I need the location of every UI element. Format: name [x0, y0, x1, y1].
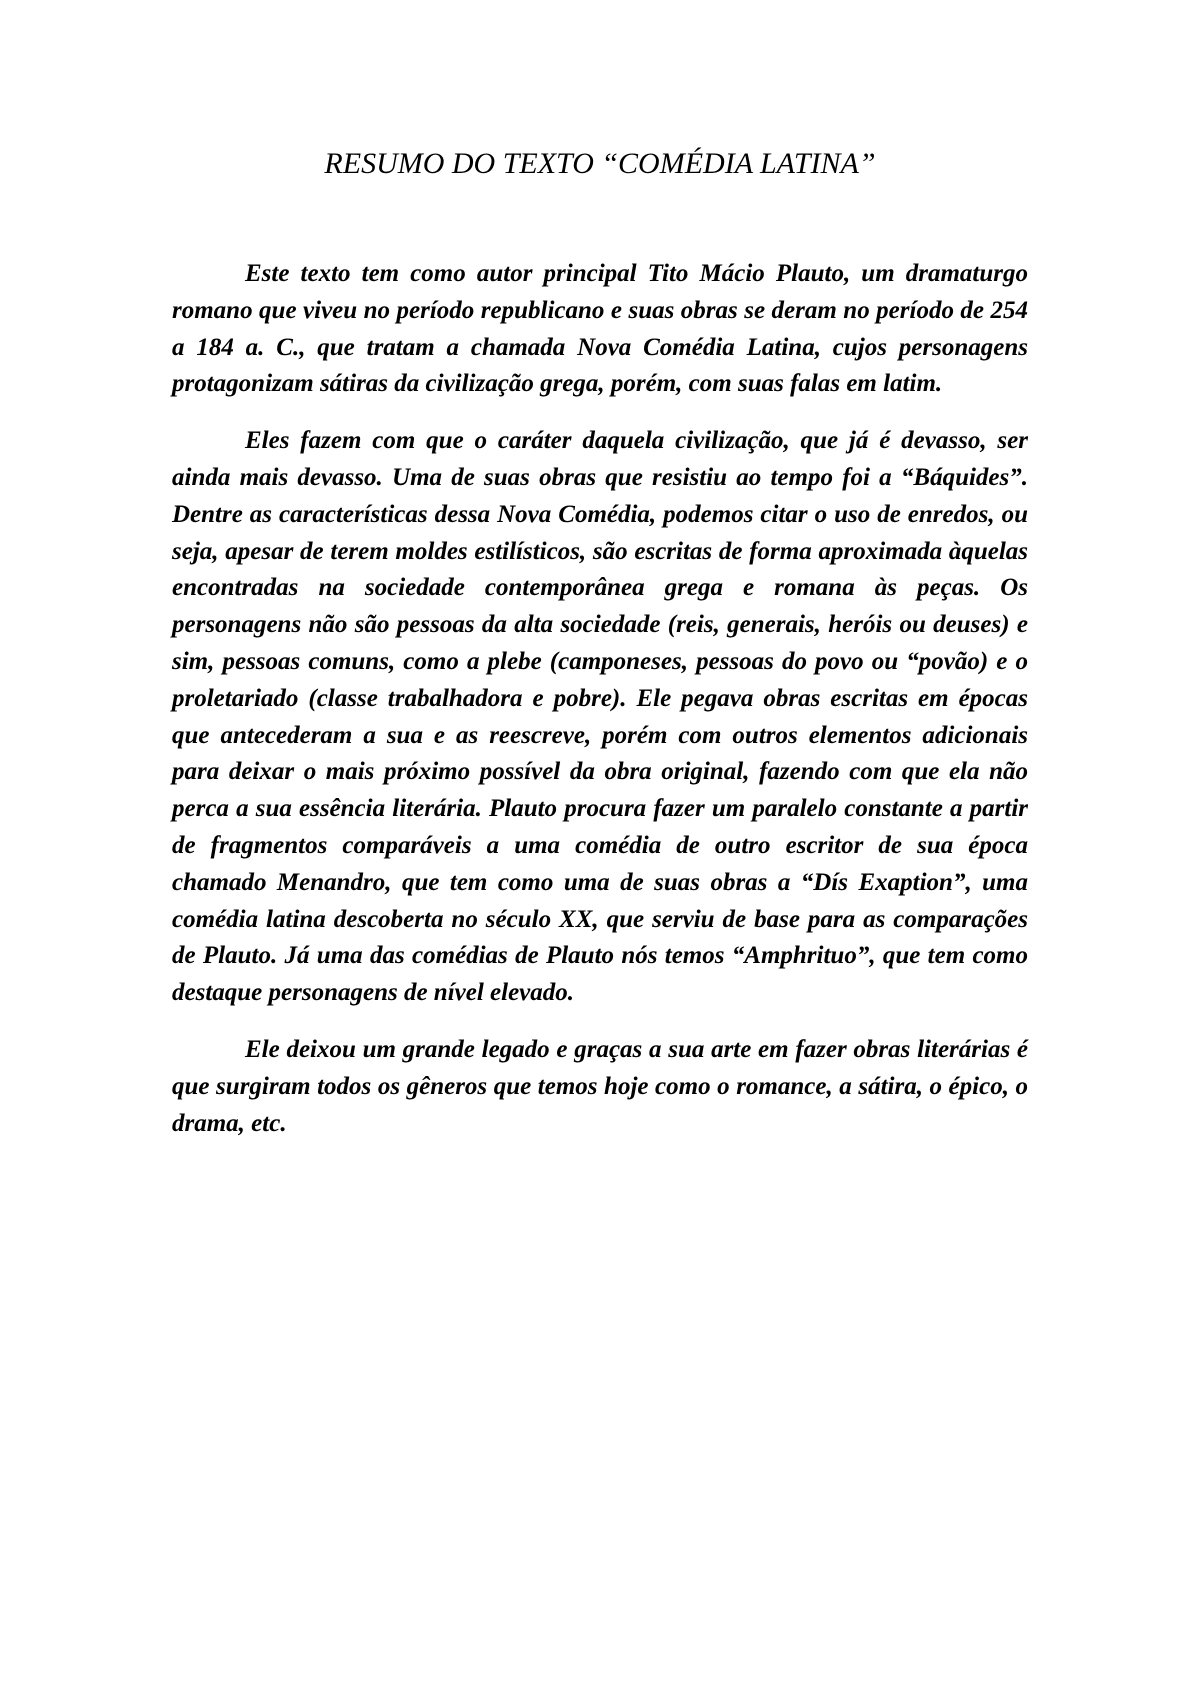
document-title: RESUMO DO TEXTO “COMÉDIA LATINA” [324, 147, 876, 180]
paragraph-2: Eles fazem com que o caráter daquela civilização, que já é devasso, ser ainda mais devasso. Uma de suas obras que resistiu ao tempo foi a “Báquides”. Dentre as características dessa Nova Comédia, podemos citar o uso de enredos, ou seja, apesar de terem moldes estilísticos, são escritas de forma aproximada àquelas encontradas na sociedade contemporânea grega e romana às peças. Os personagens não são pessoas da alta sociedade (reis, generais, heróis ou deuses) e sim, pessoas comuns, como a plebe (camponeses, pessoas do povo ou “povão) e o proletariado (classe trabalhadora e pobre). Ele pegava obras escritas em épocas que antecederam a sua e as reescreve, porém com outros elementos adicionais para deixar o mais próximo possível da obra original, fazendo com que ela não perca a sua essência literária. Plauto procura fazer um paralelo constante a partir de fragmentos comparáveis a uma comédia de outro escritor de sua época chamado Menandro, que tem como uma de suas obras a “Dís Exaption”, uma comédia latina descoberta no século XX, que serviu de base para as comparações de Plauto. Já uma das comédias de Plauto nós temos “Amphrituo”, que tem como destaque personagens de nível elevado. [172, 427, 1028, 1007]
document-body [172, 256, 1028, 1162]
paragraph-3: Ele deixou um grande legado e graças a sua arte em fazer obras literárias é que surgiram todos os gêneros que temos hoje como o romance, a sátira, o épico, o drama, etc. [172, 1035, 1028, 1137]
paragraph-1: Este texto tem como autor principal Tito Mácio Plauto, um dramaturgo romano que viveu no período republicano e suas obras se deram no período de 254 a 184 a. C., que tratam a chamada Nova Comédia Latina, cujos personagens protagonizam sátiras da civilização grega, porém, com suas falas em latim. [172, 260, 1028, 398]
